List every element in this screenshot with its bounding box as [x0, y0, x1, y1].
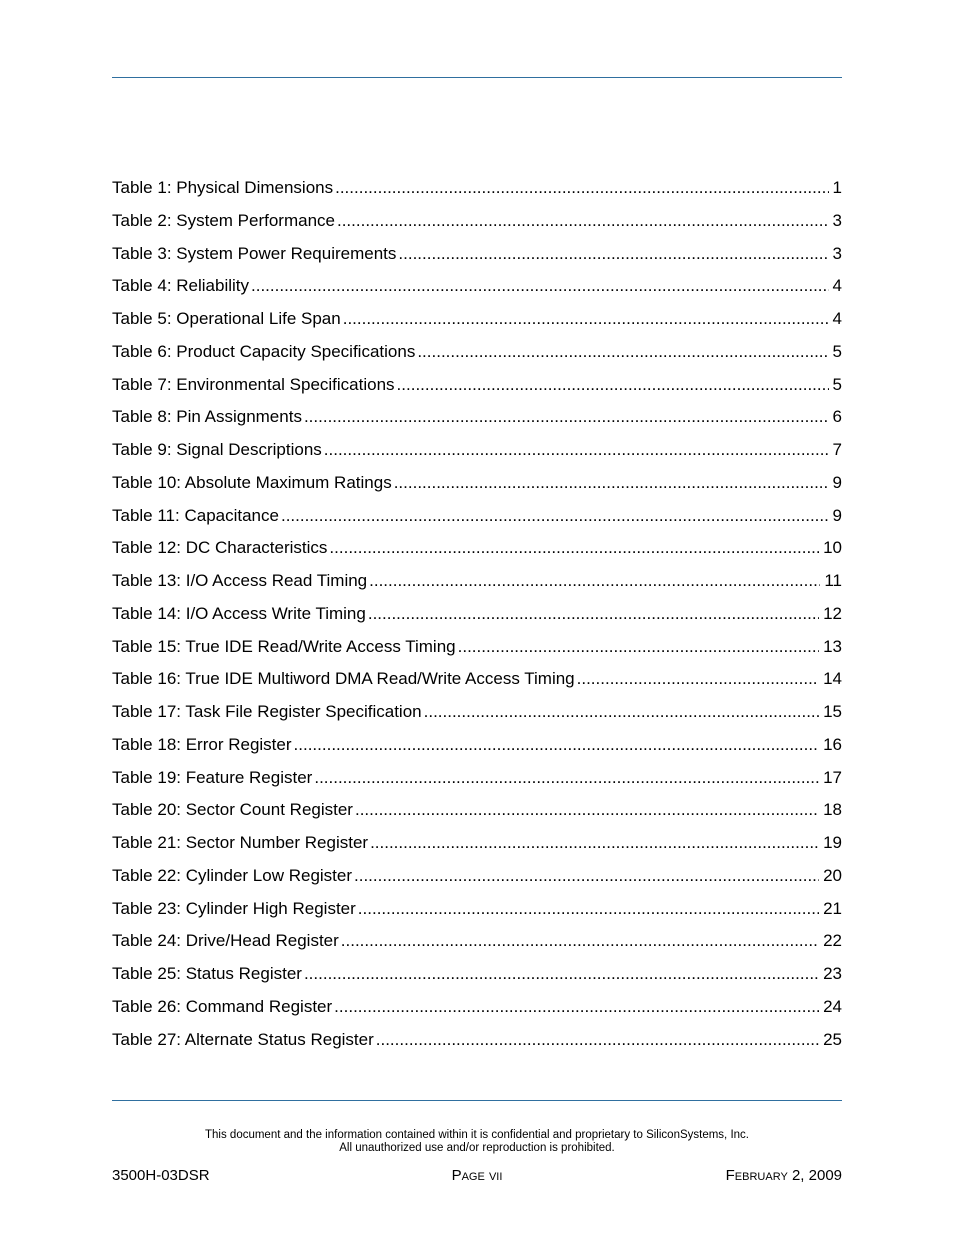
toc-entry[interactable] — [112, 799, 842, 832]
toc-entry-page-number: 16 — [823, 734, 842, 754]
toc-entry-page-number: 3 — [832, 243, 842, 263]
toc-entry-title: Table 12: DC Characteristics — [112, 538, 328, 558]
list-of-tables — [112, 177, 842, 1061]
toc-entry-leader — [355, 799, 819, 821]
toc-entry-title: Table 8: Pin Assignments — [112, 407, 302, 427]
toc-entry-leader — [341, 930, 819, 952]
toc-entry-title: Table 11: Capacitance — [112, 505, 279, 525]
toc-entry[interactable] — [112, 963, 842, 996]
toc-entry[interactable] — [112, 210, 842, 243]
toc-entry-leader — [424, 701, 819, 723]
toc-entry-title: Table 22: Cylinder Low Register — [112, 865, 353, 885]
toc-entry-page-number: 19 — [823, 833, 842, 852]
toc-entry-leader — [314, 767, 819, 789]
toc-entry-page-number: 6 — [832, 407, 842, 427]
toc-entry-title: Table 6: Product Capacity Specifications — [112, 341, 416, 361]
document-date: February 2, 2009 — [725, 1167, 842, 1184]
toc-entry-page-number: 10 — [823, 538, 842, 558]
toc-entry-title: Table 14: I/O Access Write Timing — [112, 603, 366, 623]
toc-entry-page-number: 13 — [823, 636, 842, 656]
toc-entry-title: Table 23: Cylinder High Register — [112, 898, 356, 918]
toc-entry-title: Table 25: Status Register — [112, 964, 302, 983]
toc-entry-page-number: 5 — [832, 341, 842, 361]
toc-entry-page-number: 3 — [832, 210, 842, 230]
footer-rule — [112, 1100, 842, 1101]
toc-entry-title: Table 17: Task File Register Specification — [112, 702, 422, 721]
toc-entry-leader — [354, 865, 819, 887]
toc-entry[interactable] — [112, 275, 842, 308]
toc-entry[interactable] — [112, 472, 842, 505]
toc-entry-leader — [368, 603, 819, 625]
toc-entry-title: Table 10: Absolute Maximum Ratings — [112, 472, 392, 492]
toc-entry-page-number: 24 — [823, 996, 842, 1016]
toc-entry[interactable] — [112, 308, 842, 341]
toc-entry-page-number: 5 — [832, 374, 842, 394]
toc-entry[interactable] — [112, 406, 842, 439]
toc-entry-leader — [398, 243, 828, 265]
toc-entry-leader — [370, 832, 819, 854]
toc-entry-title: Table 26: Command Register — [112, 996, 333, 1016]
toc-entry-title: Table 4: Reliability — [112, 276, 250, 296]
toc-entry[interactable] — [112, 374, 842, 407]
toc-entry-leader — [458, 636, 819, 658]
toc-entry-leader — [417, 341, 828, 363]
toc-entry[interactable] — [112, 734, 842, 767]
toc-entry-leader — [577, 668, 819, 690]
toc-entry-page-number: 1 — [832, 178, 842, 197]
toc-entry-page-number: 15 — [823, 702, 842, 721]
page-number: Page vii — [451, 1167, 503, 1184]
toc-entry-page-number: 18 — [823, 800, 842, 820]
toc-entry-title: Table 27: Alternate Status Register — [112, 1029, 374, 1049]
toc-entry-page-number: 25 — [823, 1029, 842, 1049]
toc-entry-title: Table 3: System Power Requirements — [112, 243, 397, 263]
toc-entry-leader — [337, 210, 829, 232]
toc-entry-leader — [334, 996, 819, 1018]
toc-entry-leader — [358, 898, 819, 920]
toc-entry-leader — [369, 570, 820, 592]
toc-entry[interactable] — [112, 177, 842, 210]
toc-entry-title: Table 18: Error Register — [112, 734, 292, 754]
toc-entry-leader — [329, 537, 819, 559]
toc-entry[interactable] — [112, 439, 842, 472]
toc-entry[interactable] — [112, 537, 842, 570]
confidentiality-notice — [112, 1129, 842, 1154]
toc-entry-page-number: 20 — [823, 865, 842, 885]
toc-entry-title: Table 7: Environmental Specifications — [112, 374, 395, 394]
confidentiality-notice-line-2: All unauthorized use and/or reproduction is prohibited. — [339, 1141, 615, 1154]
toc-entry[interactable] — [112, 767, 842, 800]
toc-entry[interactable] — [112, 996, 842, 1029]
toc-entry-page-number: 4 — [832, 309, 842, 328]
toc-entry[interactable] — [112, 898, 842, 931]
toc-entry-title: Table 2: System Performance — [112, 210, 335, 230]
toc-entry-leader — [281, 505, 829, 527]
toc-entry-leader — [343, 308, 829, 330]
toc-entry-page-number: 9 — [832, 472, 842, 492]
toc-entry[interactable] — [112, 1029, 842, 1062]
toc-entry-page-number: 11 — [824, 571, 842, 590]
toc-entry-page-number: 4 — [832, 276, 842, 296]
toc-entry-title: Table 20: Sector Count Register — [112, 800, 353, 820]
toc-entry-page-number: 22 — [823, 931, 842, 951]
document-number: 3500H-03DSR — [112, 1167, 210, 1184]
toc-entry[interactable] — [112, 701, 842, 734]
toc-entry-title: Table 16: True IDE Multiword DMA Read/Write Access Timing — [112, 669, 575, 689]
toc-entry-page-number: 9 — [832, 505, 842, 525]
toc-entry[interactable] — [112, 505, 842, 538]
toc-entry-leader — [376, 1029, 819, 1051]
header-rule — [112, 77, 842, 78]
toc-entry[interactable] — [112, 668, 842, 701]
toc-entry[interactable] — [112, 341, 842, 374]
toc-entry-page-number: 23 — [823, 964, 842, 983]
toc-entry-title: Table 15: True IDE Read/Write Access Timing — [112, 636, 456, 656]
toc-entry-title: Table 13: I/O Access Read Timing — [112, 571, 368, 590]
toc-entry-page-number: 7 — [832, 440, 842, 459]
toc-entry[interactable] — [112, 636, 842, 669]
toc-entry-page-number: 12 — [823, 603, 842, 623]
toc-entry-page-number: 21 — [823, 898, 842, 918]
toc-entry-leader — [324, 439, 829, 461]
toc-entry-leader — [397, 374, 829, 396]
toc-entry-leader — [251, 275, 829, 297]
page-footer — [112, 1166, 842, 1186]
toc-entry-leader — [335, 177, 828, 199]
toc-entry-page-number: 17 — [823, 767, 842, 787]
toc-entry-page-number: 14 — [823, 669, 842, 689]
toc-entry[interactable] — [112, 570, 842, 603]
toc-entry[interactable] — [112, 243, 842, 276]
toc-entry-title: Table 5: Operational Life Span — [112, 309, 341, 328]
toc-entry-leader — [304, 406, 829, 428]
confidentiality-notice-line-1: This document and the information contained within it is confidential and proprietary to SiliconSystems, Inc. — [205, 1129, 749, 1141]
toc-entry-leader — [294, 734, 820, 756]
toc-entry-leader — [394, 472, 829, 494]
toc-entry[interactable] — [112, 865, 842, 898]
toc-entry[interactable] — [112, 603, 842, 636]
toc-entry-title: Table 24: Drive/Head Register — [112, 931, 339, 951]
toc-entry-title: Table 19: Feature Register — [112, 767, 313, 787]
toc-entry-title: Table 9: Signal Descriptions — [112, 440, 322, 459]
toc-entry[interactable] — [112, 930, 842, 963]
toc-entry-leader — [304, 963, 819, 985]
toc-entry-title: Table 21: Sector Number Register — [112, 833, 369, 852]
toc-entry-title: Table 1: Physical Dimensions — [112, 178, 334, 197]
toc-entry[interactable] — [112, 832, 842, 865]
